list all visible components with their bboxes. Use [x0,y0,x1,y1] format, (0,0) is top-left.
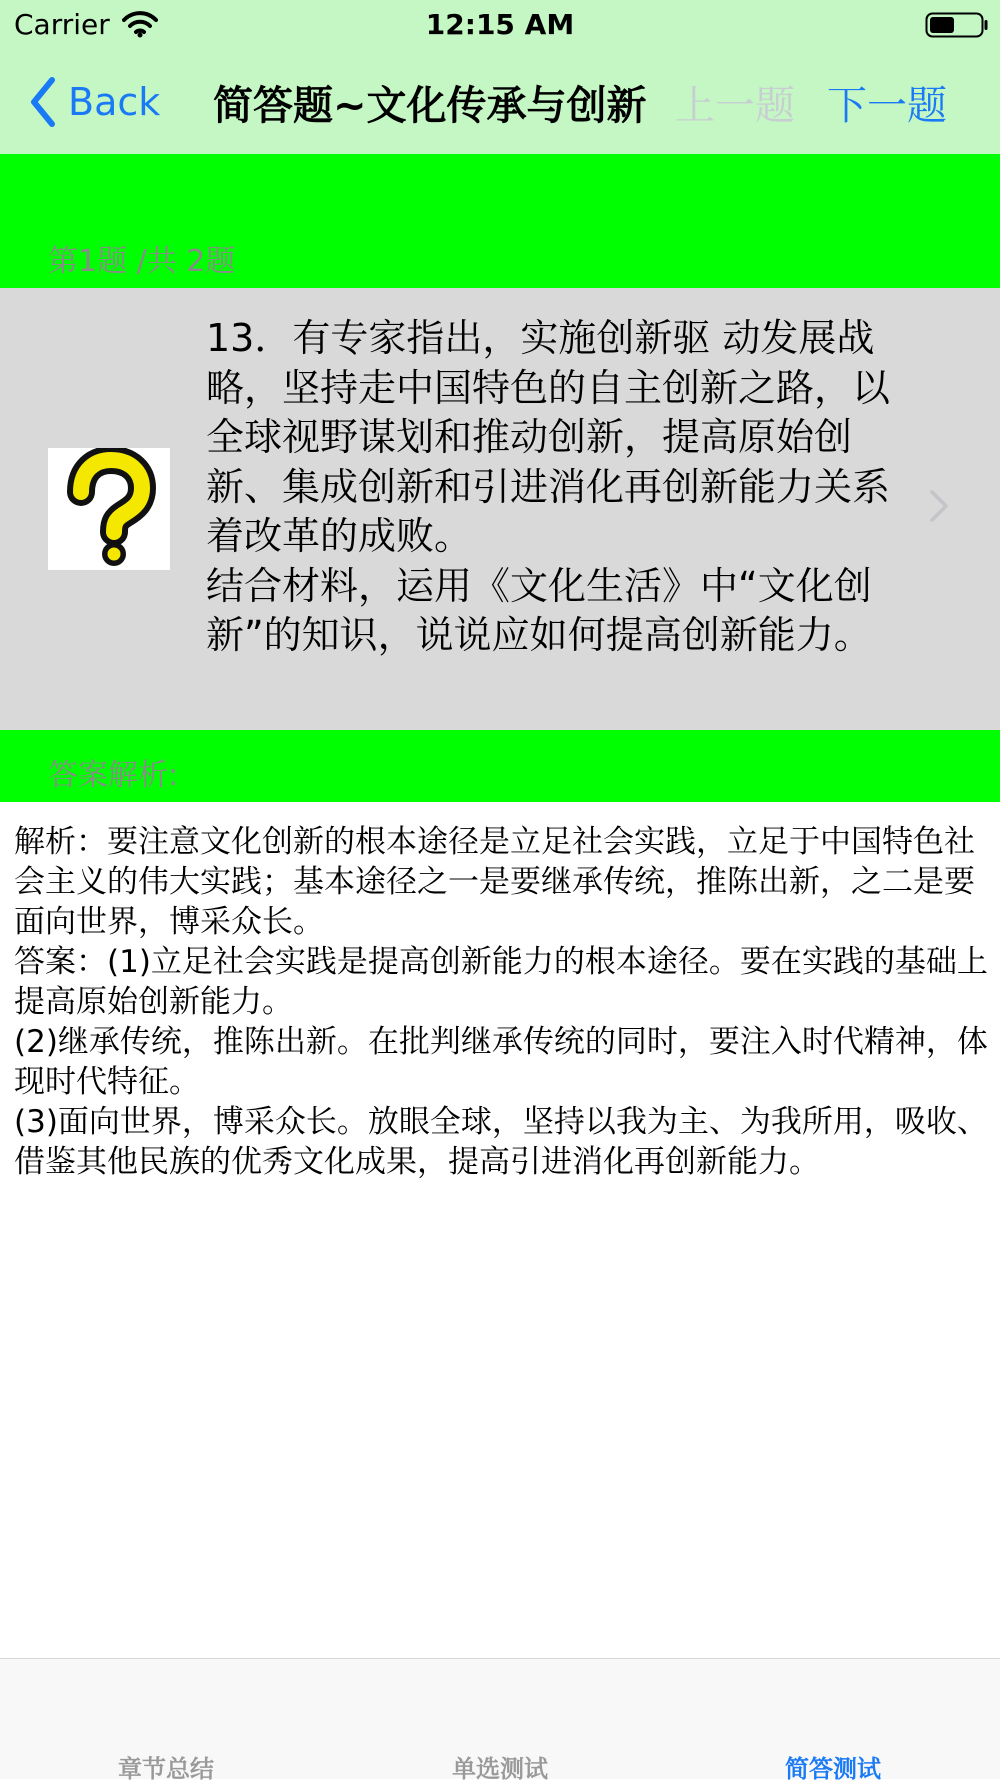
carrier-label: Carrier [14,8,110,41]
tab-single-choice-test[interactable]: 单选测试 [452,1755,548,1783]
question-text: 13．有专家指出，实施创新驱 动发展战略，坚持走中国特色的自主创新之路，以全球视野谋划和推动创新，提高原始创新、集成创新和引进消化再创新能力关系着改革的成败。 结合材料，运用《文化生活》中“文化创新”的知识，说说应如何提高创新能力。 [206,316,891,657]
question-progress-label: 第1题 /共 2题 [48,244,236,279]
navigation-bar [0,50,1000,154]
chevron-left-icon [28,76,58,128]
previous-question-button[interactable]: 上一题 [675,83,795,129]
answer-section-header [0,730,1000,802]
question-mark-icon [48,448,170,570]
clock: 12:15 AM [425,8,575,41]
back-button-label: Back [68,80,161,124]
answer-section-label: 答案解析: [48,758,179,793]
tab-chapter-summary[interactable]: 章节总结 [118,1755,214,1783]
tab-short-answer-test[interactable]: 简答测试 [785,1755,881,1783]
status-bar [0,0,1000,50]
question-progress-header [0,154,1000,288]
tab-bar [0,1658,1000,1783]
next-question-button[interactable]: 下一题 [827,83,947,129]
back-button[interactable] [28,76,160,128]
battery-icon [925,12,989,38]
question-cell[interactable] [0,288,1000,730]
question-image [48,448,170,570]
answer-text: 解析：要注意文化创新的根本途径是立足社会实践，立足于中国特色社会主义的伟大实践；基本途径之一是要继承传统，推陈出新，之二是要面向世界，博采众长。 答案：(1)立足社会实践是提高创新能力的根本途径。要在实践的基础上提高原始创新能力。 (2)继承传统，推陈出新。在批判继承传统的同时，要注入时代精神，体现时代特征。 (3)面向世界，博采众长。放眼全球，坚持以我为主、为我所用，吸收、借鉴其他民族的优秀文化成果，提高引进消化再创新能力。 [14,824,988,1180]
chevron-right-icon [928,488,950,524]
page-title: 简答题~文化传承与创新 [213,83,647,129]
